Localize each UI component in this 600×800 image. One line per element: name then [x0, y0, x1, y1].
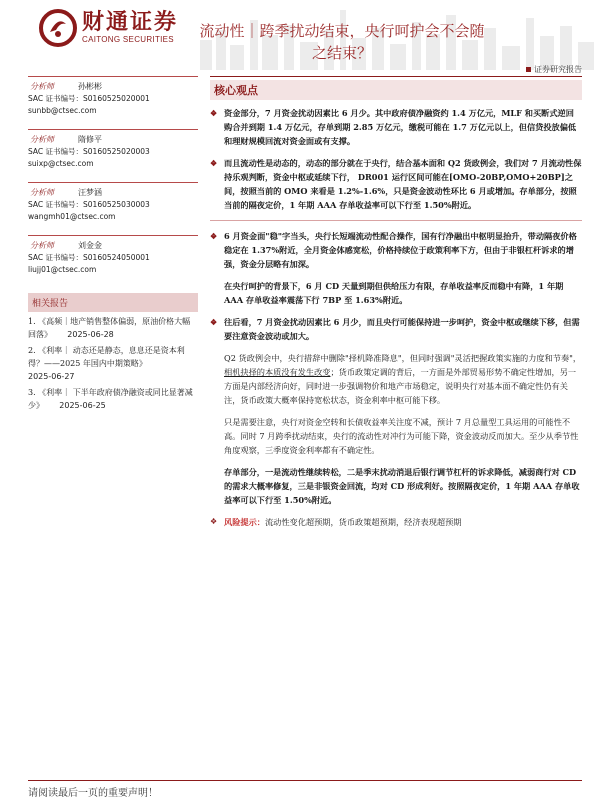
analyst-cert: SAC 证书编号：S0160524050001: [28, 253, 150, 262]
core-point: ❖ 而且流动性是动态的，动态的部分就在于央行，结合基本面和 Q2 货政例会，我们对 7 月流动性保持乐观判断，资金中枢或延续下行， DR001 运行区间可能在[OMO-20BP,OMO+20BP]之间，按照当前的 OMO 来看是 1.2%-1.6%，只是资金波动性环比 6 月或增加。存单部分，按照当前的隔夜定价，1 年期 AAA 存单收益率可以下行至 1.50%附近。: [210, 158, 582, 210]
body-paragraph: ❖ 往后看，7 月资金扰动因素比 6 月少，而且央行可能保持进一步呵护，资金中枢或继续下移，但需要注意资金波动或加大。: [210, 317, 580, 341]
related-report-date: 2025-06-27: [28, 372, 75, 381]
analyst-cert: SAC 证书编号：S0160525020003: [28, 147, 150, 156]
footer-disclaimer: 请阅读最后一页的重要声明！: [28, 788, 158, 799]
analyst-card: 分析师 汪梦涵 SAC 证书编号：S0160525030003 wangmh01@ctsec.com: [28, 182, 198, 230]
analyst-email: liujj01@ctsec.com: [28, 265, 97, 274]
core-point: ❖ 资金部分，7 月资金扰动因素比 6 月少。其中政府债净融资约 1.4 万亿元，MLF 和买断式逆回购合并到期 1.4 万亿元，存单到期 2.85 万亿元，缴税可能在 1.7 万亿元以上，但信贷投放偏低和理财规模回流对资金面或有支撑。: [210, 108, 577, 146]
underlined-text: 相机抉择的本质没有发生改变: [224, 367, 331, 377]
section-divider: [210, 220, 582, 221]
related-reports-heading: 相关报告: [28, 293, 198, 312]
analyst-card: 分析师 刘金金 SAC 证书编号：S0160524050001 liujj01@ctsec.com: [28, 235, 198, 283]
diamond-bullet-icon: ❖: [210, 517, 218, 526]
analyst-card: 分析师 孙彬彬 SAC 证书编号：S0160525020001 sunbb@ctsec.com: [28, 76, 198, 124]
core-views-heading: 核心观点: [210, 80, 582, 100]
body-paragraph: 只是需要注意，央行对资金空转和长债收益率关注度不减，预计 7 月总量型工具运用的可能性不高。同时 7 月跨季扰动结束，央行的流动性对冲行为可能下降，资金波动反而加大。至少从季节性角度观察，三季度资金利率都有不确定性。: [224, 417, 579, 455]
diamond-bullet-icon: ❖: [210, 158, 218, 168]
square-bullet-icon: [526, 67, 531, 72]
footer-divider: [28, 780, 582, 781]
brand-name-en: CAITONG SECURITIES: [82, 35, 174, 44]
body-paragraph: 在央行呵护的背景下，6 月 CD 天量到期但供给压力有限，存单收益率反而稳中有降，1 年期 AAA 存单收益率震荡下行 7BP 至 1.63%附近。: [224, 281, 564, 305]
page-header: [0, 0, 600, 72]
risk-text: 流动性变化超预期，货币政策超预期，经济表现超预期: [264, 517, 462, 527]
analyst-cert: SAC 证书编号：S0160525020001: [28, 94, 150, 103]
analyst-name: 孙彬彬: [78, 82, 102, 91]
analyst-cert: SAC 证书编号：S0160525030003: [28, 200, 150, 209]
analyst-name: 隋修平: [78, 135, 102, 144]
diamond-bullet-icon: ❖: [210, 108, 218, 118]
risk-warning: [210, 515, 582, 529]
body-paragraph: ❖ 6 月资金面"稳"字当头，央行长短端流动性配合操作，国有行净融出中枢明显抬升，带动隔夜价格稳定在 1.37%附近，全月资金体感宽松，价格持续位于政策利率下方，但由于非银杠杆诉求的增强，资金分层略有加深。: [210, 231, 577, 269]
related-report-item[interactable]: 2. 《利率｜ 动态还是静态，息息还是资本利得？——2025 年国内中期策略》 2025-06-27: [28, 346, 185, 381]
report-title: [192, 20, 492, 64]
main-content: [210, 80, 582, 537]
related-report-item[interactable]: 1. 《高频｜地产销售整体偏弱，原油价格大幅回落》 2025-06-28: [28, 317, 191, 339]
body-paragraph: Q2 货政例会中，央行措辞中删除"择机降准降息"，但同时强调"灵活把握政策实施的力度和节奏"，相机抉择的本质没有发生改变；货币政策定调的背后，一方面是外部贸易形势不确定性增加，另一方面是内部经济向好，同时进一步强调物价和地产市场稳定，说明央行对基本面不确定性仍有关注，货币政策大概率保持宽松状态，资金利率中枢可能下移。: [224, 353, 582, 405]
related-report-item[interactable]: 3. 《利率｜ 下半年政府债净融资或同比显著减少》 2025-06-25: [28, 388, 193, 410]
report-type: 证券研究报告: [526, 64, 582, 75]
header-divider: [210, 76, 582, 77]
analyst-sidebar: [28, 76, 198, 412]
analyst-email: sunbb@ctsec.com: [28, 106, 97, 115]
analyst-name: 刘金金: [78, 241, 102, 250]
brand-name-cn: 财通证券: [82, 10, 179, 35]
risk-label: 风险提示：: [224, 517, 265, 527]
brand-logo: [38, 8, 178, 48]
caitong-logo-icon: [38, 8, 78, 48]
related-report-date: 2025-06-28: [67, 330, 114, 339]
report-title-line2: 之结束？: [311, 44, 372, 62]
analyst-email: suixp@ctsec.com: [28, 159, 94, 168]
diamond-bullet-icon: ❖: [210, 231, 218, 241]
body-paragraph: 存单部分，一是流动性继续转松，二是季末扰动消退后银行调节杠杆的诉求降低，减弱商行对 CD 的需求大概率修复，三是非银资金回流，均对 CD 形成利好。按照隔夜定价，1 年期 AAA 存单收益率可以下行至 1.50%附近。: [224, 467, 580, 505]
analyst-card: 分析师 隋修平 SAC 证书编号：S0160525020003 suixp@ctsec.com: [28, 129, 198, 177]
diamond-bullet-icon: ❖: [210, 317, 218, 327]
related-report-date: 2025-06-25: [59, 401, 106, 410]
analyst-name: 汪梦涵: [78, 188, 102, 197]
analyst-email: wangmh01@ctsec.com: [28, 212, 116, 221]
report-title-line1: 流动性｜跨季扰动结束，央行呵护会不会随: [199, 22, 485, 40]
